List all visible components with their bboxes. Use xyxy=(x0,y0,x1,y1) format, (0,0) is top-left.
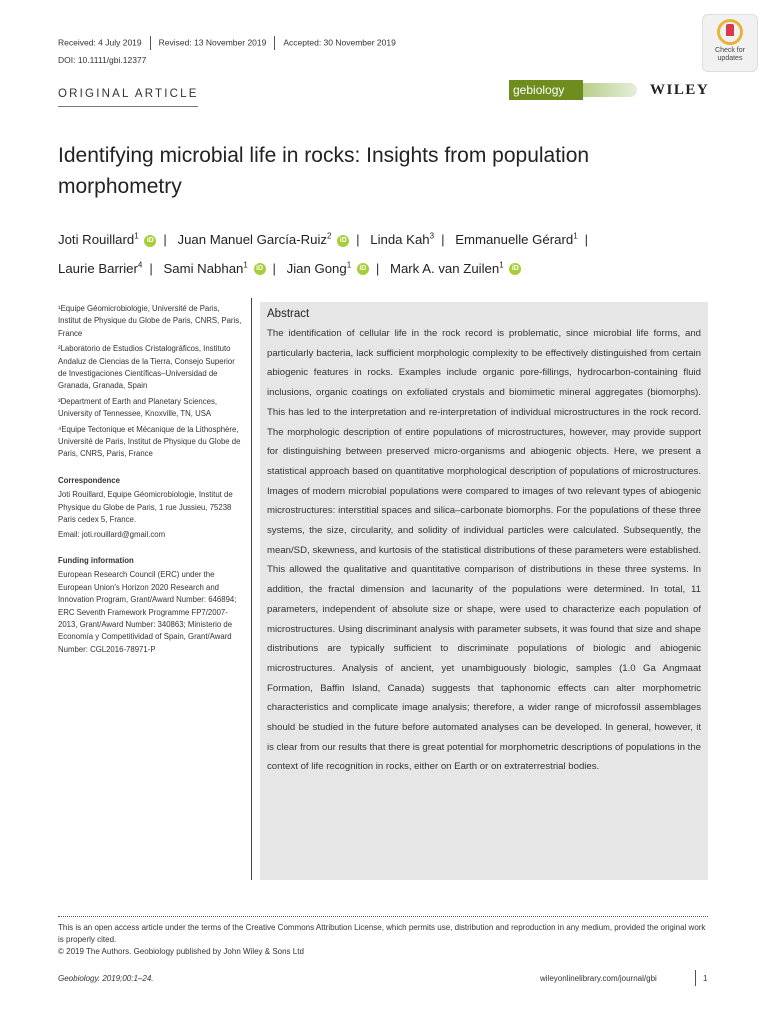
doi[interactable]: DOI: 10.1111/gbi.12377 xyxy=(58,55,147,65)
license-text: This is an open access article under the terms of the Creative Commons Attribution License, which permits use, distribution and reproduction in any medium, provided the original work is properly cited. xyxy=(58,923,706,944)
journal-logo-graphic xyxy=(583,83,637,97)
journal-url[interactable]: wileyonlinelibrary.com/journal/gbi xyxy=(540,974,657,983)
received-date: Received: 4 July 2019 xyxy=(58,37,142,48)
page-number: 1 xyxy=(703,974,708,983)
abstract-heading: Abstract xyxy=(267,308,310,320)
orcid-icon[interactable]: iD xyxy=(509,263,521,275)
check-updates-label: Check for updates xyxy=(715,47,745,62)
abstract-box xyxy=(260,302,708,880)
affiliation: ¹Equipe Géomicrobiologie, Université de Paris, Institut de Physique du Globe de Paris, CNRS, Paris, France xyxy=(58,304,242,338)
correspondence-text: Joti Rouillard, Equipe Géomicrobiologie, Institut de Physique du Globe de Paris, 1 rue Jussieu, 75238 Paris cedex 5, France. xyxy=(58,490,233,525)
check-updates-icon xyxy=(717,19,743,45)
copyright-text: © 2019 The Authors. Geobiology published by John Wiley & Sons Ltd xyxy=(58,947,304,956)
affiliation: ³Department of Earth and Planetary Sciences, University of Tennessee, Knoxville, TN, USA xyxy=(58,396,218,419)
accepted-date: Accepted: 30 November 2019 xyxy=(283,37,396,48)
article-type-underline xyxy=(58,106,198,107)
funding-text: European Research Council (ERC) under the European Union's Horizon 2020 Research and Innovation Program, Grant/Award Number: 646894; ERC Seventh Framework Programme FP7/2007‐2013, Grant/Award Number: 340863; Ministerio de Economía y Competitividad of Spain, Grant/Award Number: CGL2016‐78971‐P xyxy=(58,570,237,654)
check-updates-button[interactable] xyxy=(702,14,758,72)
correspondence-heading: Correspondence xyxy=(58,475,120,485)
journal-logo[interactable] xyxy=(509,80,637,100)
author[interactable]: Laurie Barrier$^4$ xyxy=(58,260,143,276)
column-divider xyxy=(251,298,252,880)
publication-dates xyxy=(58,36,396,50)
correspondence-email[interactable]: Email: joti.rouillard@gmail.com xyxy=(58,529,166,539)
orcid-icon[interactable]: iD xyxy=(337,235,349,247)
publisher-logo[interactable]: WILEY xyxy=(650,82,710,98)
revised-date: Revised: 13 November 2019 xyxy=(158,37,267,48)
footer-separator xyxy=(695,970,696,986)
funding-heading: Funding information xyxy=(58,555,134,565)
journal-logo-text: gebiology xyxy=(509,80,583,100)
orcid-icon[interactable]: iD xyxy=(357,263,369,275)
author[interactable]: Sami Nabhan$^1$ iD xyxy=(163,261,265,276)
author[interactable]: Joti Rouillard$^1$ iD xyxy=(58,232,156,247)
author[interactable]: Emmanuelle Gérard$^1$ xyxy=(455,232,578,248)
author-list: Joti Rouillard$^1$ iD | Juan Manuel García‐Ruiz$^2$ iD | Linda Kah$^3$ | Emmanuelle Gérard$^1$ | Laurie Barrier$^4$ | Sami Nabhan$^1$ iD | Jian Gong$^1$ iD | Mark A. van Zuilen$^1$ iD xyxy=(58,232,589,276)
orcid-icon[interactable]: iD xyxy=(144,235,156,247)
article-title: Identifying microbial life in rocks: Insights from population morphometry xyxy=(58,144,590,198)
side-info-column xyxy=(58,303,243,658)
author[interactable]: Jian Gong$^1$ iD xyxy=(287,261,369,276)
author[interactable]: Juan Manuel García‐Ruiz$^2$ iD xyxy=(177,232,349,247)
article-type: ORIGINAL ARTICLE xyxy=(58,88,199,100)
license-block xyxy=(58,922,708,958)
affiliation: ²Laboratorio de Estudios Cristalográficos, Instituto Andaluz de Ciencias de la Tierra, Consejo Superior de Investigaciones Científicas–Universidad de Granada, Granada, Spain xyxy=(58,344,235,391)
orcid-icon[interactable]: iD xyxy=(254,263,266,275)
author[interactable]: Linda Kah$^3$ xyxy=(370,232,435,248)
footer-divider xyxy=(58,916,708,917)
abstract-text: The identification of cellular life in the rock record is problematic, since microbial life forms, and particularly bacteria, lack sufficient morphologic complexity to be effectively distinguished from certain abiogenic features in rocks. Examples include organic pore‐fillings, hydrocarbon‐containing fluid inclusions, organic coatings on exfoliated crystals and biomimetic mineral aggregates (biomorphs). This has led to the interpretation and re‐interpretation of individual microstructures in the rock record. The morphologic description of entire populations of microstructures, however, may provide support for distinguishing between preserved micro‐organisms and abiogenic objects. Here, we present a statistical approach based on quantitative morphological description of populations of microstructures. Images of modern microbial populations were compared to images of two relevant types of abiogenic microstructures: interstitial spaces and silica–carbonate biomorphs. For the populations of these three systems, the size, circularity, and solidity of individual particles were calculated. Subsequently, the mean/SD, skewness, and kurtosis of the statistical distributions of these parameters were established. This allowed the qualitative and quantitative comparison of distributions in these three systems. In addition, the fractal dimension and lacunarity of the populations were determined. In total, 11 parameters, independent of absolute size or shape, were used to characterize each population of microstructures. Using discriminant analysis with parameter subsets, it was found that size and shape distributions are typically sufficient to discriminate populations of biologic and abiogenic microstructures. Analysis of ancient, yet unambiguously biologic, samples (1.0 Ga Angmaat Formation, Baffin Island, Canada) suggests that taphonomic effects can alter morphometric characteristics and complicate image analysis; therefore, a wider range of microfossil assemblages should be studied in the future before automated analyses can be developed. In general, however, it is clear from our results that there is great potential for morphometric descriptions of populations in the context of life recognition in rocks, either on Earth or on extraterrestrial bodies. xyxy=(267,328,701,773)
author[interactable]: Mark A. van Zuilen$^1$ iD xyxy=(390,261,521,276)
affiliation: ⁴Equipe Tectonique et Mécanique de la Lithosphère, Université de Paris, Institut de Physique du Globe de Paris, CNRS, Paris, France xyxy=(58,424,241,459)
citation: Geobiology. 2019;00:1–24. xyxy=(58,974,154,983)
